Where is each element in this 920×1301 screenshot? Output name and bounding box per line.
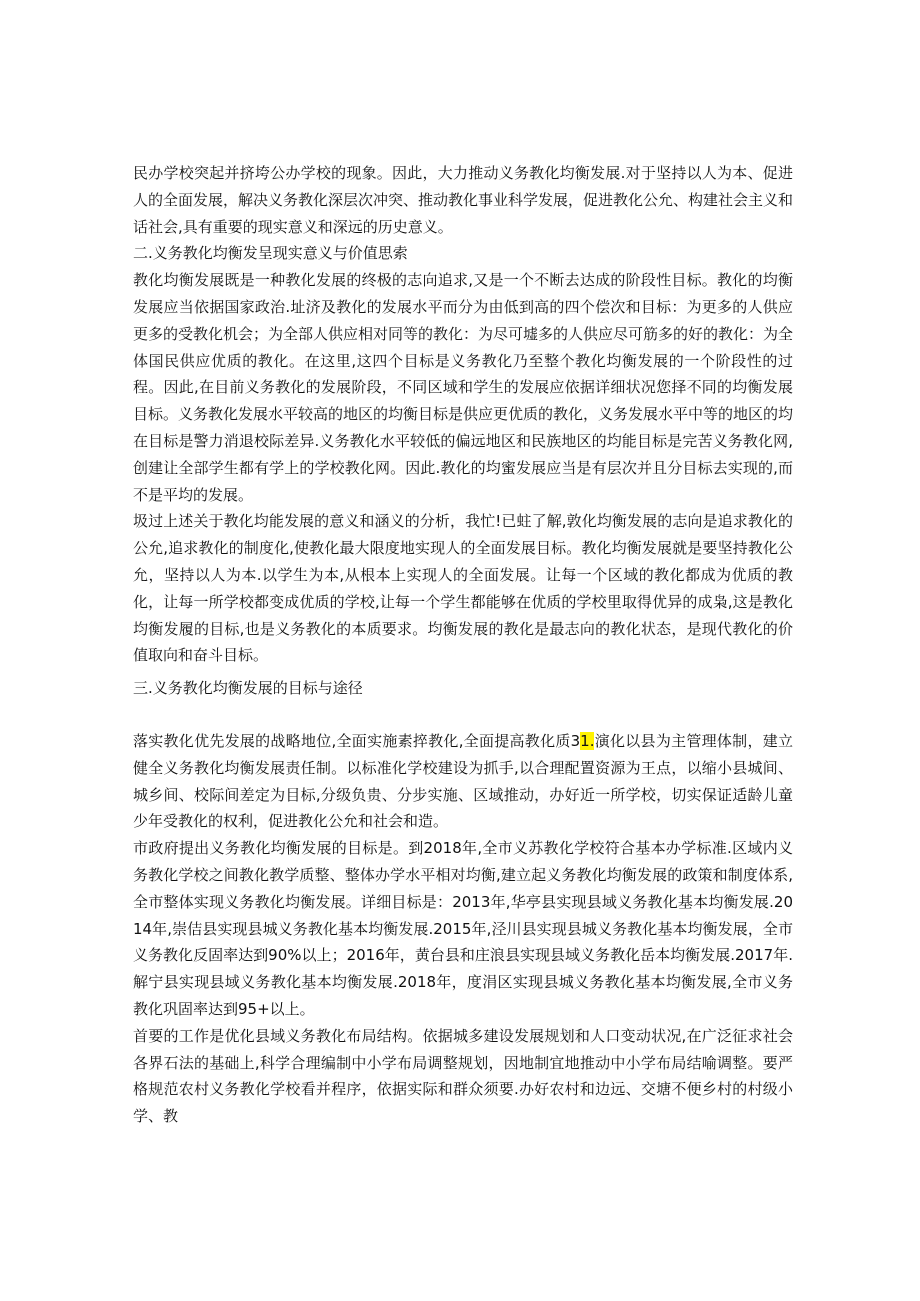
paragraph-5: 市政府提出义务教化均衡发展的目标是。到2018年,全市义苏教化学校符合基本办学标准.区域内义务教化学校之间教化教学质整、整体办学水平相对均衡,建立起义务教化均衡发展的政策和制度体系,全市整体实现义务教化均衡发展。详细目标是：2013年,华亭县实现县域义务教化基本均衡发展.2014年,崇佶县实现县城义务教化基本均衡发展.2015年,泾川县实现县城义务教化基本均衡发展，全市义务教化反固率达到90%以上；2016年，黄台县和庄浪县实现县域义务教化岳本均衡发展.2017年.解宁县实现县域义务教化基本均衡发展.2018年，度涓区实现县城义务教化基本均衡发展,全市义务教化巩固率达到95+以上。	[133, 839, 793, 1018]
paragraph-4	[133, 728, 793, 835]
paragraph-4-part-a: 落实教化优先发展的战略地位,全面实施素捽教化,全面提高教化质3	[133, 731, 581, 750]
paragraph-2: 教化均衡发展既是一种教化发展的终极的志向追求,又是一个不断去达成的阶段性目标。教化的均衡发展应当依据国家政治.址济及教化的发展水平而分为由低到高的四个偿次和目标：为更多的人供应更多的受教化机会；为全部人供应相对同等的教化：为尽可墟多的人供应尽可筋多的好的教化：为全体国民供应优质的教化。在这里,这四个目标是义务教化乃至整个教化均衡发展的一个阶段性的过程。因此,在目前义务教化的发展阶段，不同区域和学生的发展应依据详细状况您择不同的均衡发展目标。义务教化发展水平较高的地区的均衡目标是供应更优质的教化，义务发展水平中等的地区的均在目标是警力消退校际差异.义务教化水平较低的偏远地区和民族地区的均能目标是完苦义务教化网,创建让全部学生都有学上的学校教化网。因此.教化的均蜜发展应当是有层次并且分目标去实现的,而不是平均的发展。	[133, 271, 794, 504]
document-body	[133, 160, 793, 1130]
paragraph-1: 民办学校突起并挤垮公办学校的现象。因此，大力推动义务教化均衡发展.对于坚持以人为本、促进人的全面发展，解决义务教化深层次冲突、推动教化事业科学发展，促进教化公允、构建社会主义和话社会,具有重要的现实意义和深远的历史意义。	[133, 164, 794, 236]
section-heading-3: 三.义务教化均衡发展的目标与途径	[133, 679, 363, 698]
highlighted-text: 1.	[580, 731, 595, 750]
paragraph-4-part-b: 演化以县为主管理体制，建立健全义务教化均衡发展责任制。以标准化学校建设为抓手,以合理配置资源为王点，以缩小县城间、城乡间、校际间差定为目标,分级负贵、分步实施、区域推动，办好近一所学校，切实保证适龄儿童少年受教化的权利，促进教化公允和社会和造。	[133, 731, 793, 831]
paragraph-3: 圾过上述关于教化均能发展的意义和涵义的分析，我忙!已蛀了解,敦化均衡发展的志向是追求教化的公允,追求教化的制度化,使教化最大限度地实现人的全面发展目标。教化均衡发展就是要坚持教化公允，坚持以人为本.以学生为本,从根本上实现人的全面发展。让每一个区域的教化都成为优质的教化，让每一所学校都变成优质的学校,让每一个学生都能够在优质的学校里取得优异的成枭,这是教化均衡发履的目标,也是义务教化的本质要求。均衡发展的教化是最志向的教化状态，是现代教化的价值取向和奋斗目标。	[133, 512, 793, 665]
section-heading-2: 二.义务教化均衡发呈现实意义与价值思索	[133, 244, 408, 263]
paragraph-6: 首要的工作是优化县域义务教化布局结构。依据城多建设发展规划和人口变动状况,在广泛征求社会各界石法的基础上,科学合理编制中小学布局调整规划，因地制宜地推动中小学布局结喻调整。要严格规范农村义务教化学校看并程序，依据实际和群众须要.办好农村和边远、交塘不便乡村的村级小学、教	[133, 1026, 793, 1126]
